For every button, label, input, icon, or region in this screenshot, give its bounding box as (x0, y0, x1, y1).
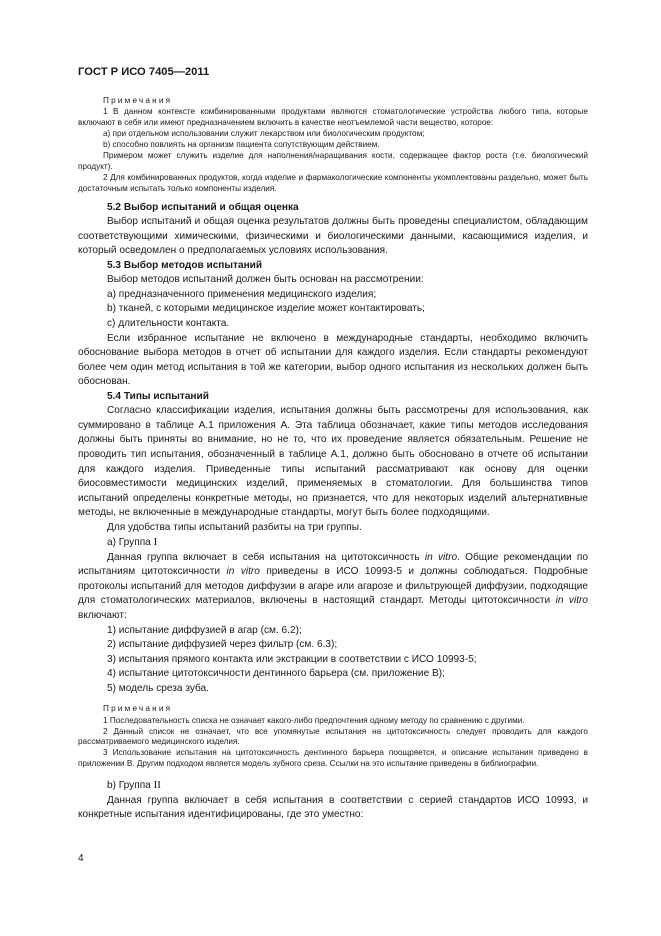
list-item: 2) испытание диффузией через фильтр (см. 6.3); (107, 639, 338, 651)
section-5-4-text: Согласно классификации изделия, испытания должны быть рассмотрены для использования, как суммировано в таблице А.1 приложения А. Эта таблица обозначает, какие типы методов исследования должны быть приняты во внимание, но не то, что их проведение является обязательным. Решение не проводить тип испытания, обозначенный в таблице А.1, должно быть обосновано в отчете об испытании для каждого изделия. Приведенные типы испытаний рассматривают как основу для оценки биосовместимости медицинских изделий, применяемых в стоматологии. Для большинства типов испытаний определены конкретные методы, но признается, что для некоторых изделий альтернативные методы, не включенные в международные стандарты, могут быть более подходящими. (78, 405, 588, 519)
roman-numeral: I (153, 536, 158, 549)
list-item: 4) испытание цитотоксичности дентинного барьера (см. приложение В); (107, 668, 445, 680)
notes-heading: Примечания (103, 96, 173, 105)
section-5-2-text: Выбор испытаний и общая оценка результатов должны быть проведены специалистом, обладающим соответствующими химическими, физическими и биологическими данными, касающимися изделия, и который осведомлен о предполагаемых условиях использования. (78, 216, 588, 257)
note-item: 3 Использование испытания на цитотоксичность дентинного барьера поощряется, и описание испытания приведено в приложении В. Другим подходом является модель зубного среза. Ссылки на это испытание приведены в библиографии. (78, 748, 588, 769)
note-item: 1 В данном контексте комбинированными продуктами являются стоматологические устройства любого типа, которые включают в себя или имеют предназначением включить в качестве неотъемлемой части вещество, которое: (78, 107, 588, 128)
list-item: 5) модель среза зуба. (107, 682, 209, 694)
group-b-text: Данная группа включает в себя испытания в соответствии с серией стандартов ИСО 10993, и конкретные испытания идентифицированы, где это уместно: (78, 794, 588, 821)
group-a-label: a) Группа I (107, 536, 158, 549)
list-item: c) длительности контакта. (107, 318, 230, 330)
list-item: 3) испытания прямого контакта или экстракции в соответствии с ИСО 10993-5; (107, 653, 477, 665)
notes-block-2 (78, 704, 588, 770)
section-5-4-heading: 5.4 Типы испытаний (107, 390, 209, 402)
section-5-2-heading: 5.2 Выбор испытаний и общая оценка (107, 201, 299, 213)
roman-numeral: II (153, 779, 161, 792)
group-a-text: Данная группа включает в себя испытания на цитотоксичность in vitro. Общие рекомендации по испытаниям цитотоксичности in vitro приведены в ИСО 10993-5 и должны соблюдаться. Подробные протоколы испытаний для методов диффузии в агаре или агарозе и фильтрующей диффузии, подходящие для стоматологических материалов, включены в настоящий стандарт. Методы цитотоксичности in vitro включают: (78, 551, 589, 621)
note-item: 1 Последовательность списка не означает какого-либо предпочтения одному методу по сравнению с другими. (103, 715, 525, 725)
note-item: 2 Для комбинированных продуктов, когда изделие и фармакологические компоненты укомплектованы раздельно, может быть достаточным испытать только компоненты изделия. (78, 172, 588, 193)
notes-block-1 (78, 96, 588, 195)
page-header-standard-title: ГОСТ Р ИСО 7405—2011 (78, 66, 210, 78)
page-content (78, 96, 588, 823)
list-item: b) тканей, с которыми медицинское изделие может контактировать; (107, 303, 425, 315)
notes-heading: Примечания (103, 704, 173, 714)
list-item: 1) испытание диффузией в агар (см. 6.2); (107, 624, 302, 636)
note-item: 2 Данный список не означает, что все упомянутые испытания на цитотоксичность следует проводить для каждого рассматриваемого медицинского изделия. (78, 726, 588, 747)
section-5-4-groups-intro: Для удобства типы испытаний разбиты на три группы. (107, 521, 362, 533)
note-item: a) при отдельном использовании служит лекарством или биологическим продуктом; (103, 129, 425, 139)
section-5-3-text: Если избранное испытание не включено в международные стандарты, необходимо включить обоснование выбора методов в отчет об испытании для каждого изделия. Если стандарты рекомендуют более чем один метод испытания в той же категории, выбор одного испытания из нескольких должен быть обоснован. (78, 332, 588, 388)
note-item: b) способно повлиять на организм пациента сопутствующим действием. (103, 140, 380, 150)
section-5-3-intro: Выбор методов испытаний должен быть основан на рассмотрении: (107, 274, 424, 286)
group-b-label: b) Группа II (107, 779, 161, 792)
note-item: Примером может служить изделие для наполнения/наращивания кости, содержащее фактор роста (т.е. биологический продукт). (78, 151, 588, 171)
list-item: a) предназначенного применения медицинского изделия; (107, 288, 377, 300)
section-5-3-heading: 5.3 Выбор методов испытаний (107, 259, 263, 271)
page-number: 4 (78, 853, 84, 864)
